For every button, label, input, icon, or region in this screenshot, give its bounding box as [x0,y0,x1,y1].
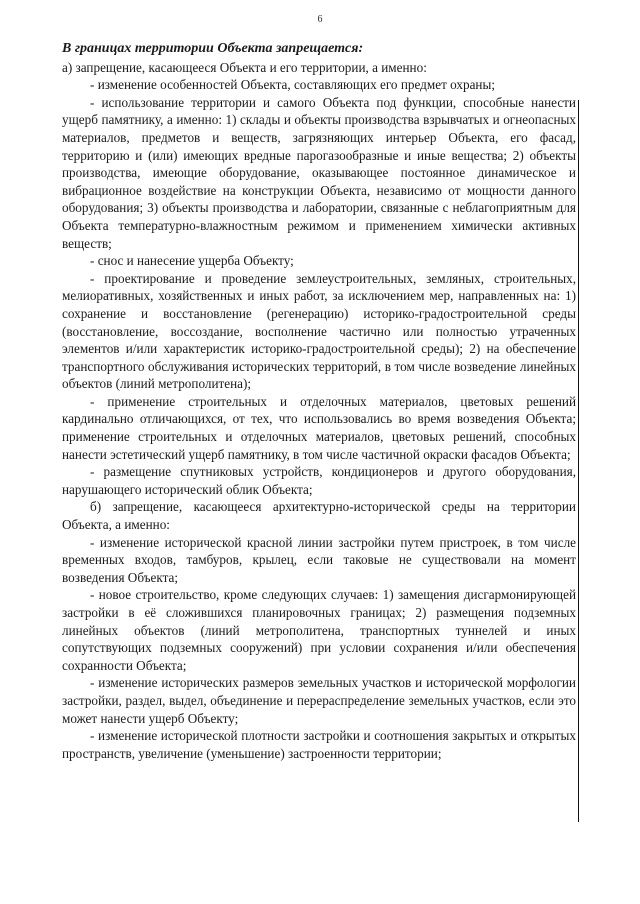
paragraph: а) запрещение, касающееся Объекта и его территории, а именно: [62,59,427,75]
page-number: 6 [317,14,323,25]
scan-edge-line [578,100,579,822]
paragraph: - применение строительных и отделочных материалов, цветовых решений кардинально отличающихся, от тех, что использовались во время возведения Объекта; применение строительных и отделочных материалов, цветовых решений, способных нанести эстетический ущерб памятнику, в том числе частичной окраски фасадов Объекта; [62,393,576,462]
paragraph: - проектирование и проведение землеустроительных, земляных, строительных, мелиоративных, хозяйственных и иных работ, за исключением мер, направленных на: 1) сохранение и восстановление (регенерацию) историко-градостроительной среды (восстановление, воссоздание, восполнение частично или полностью утраченных элементов и/или характеристик историко-градостроительной среды); 2) на обеспечение транспортного обслуживания исторических территорий, в том числе возведение линейных объектов (линий метрополитена); [62,270,576,392]
section-heading: В границах территории Объекта запрещается: [62,41,364,56]
paragraph: - размещение спутниковых устройств, кондиционеров и другого оборудования, нарушающего исторический облик Объекта; [62,464,576,497]
paragraph: - изменение особенностей Объекта, составляющих его предмет охраны; [90,77,496,93]
document-body [62,40,576,762]
paragraph: - изменение исторической плотности застройки и соотношения закрытых и открытых пространств, увеличение (уменьшение) застроенности территории; [62,728,576,761]
paragraph: - снос и нанесение ущерба Объекту; [90,253,294,269]
paragraph: - изменение исторических размеров земельных участков и исторической морфологии застройки, раздел, выдел, объединение и перераспределение земельных участков, если это может нанести ущерб Объекту; [62,675,576,726]
paragraph: - использование территории и самого Объекта под функции, способные нанести ущерб памятнику, а именно: 1) склады и объекты производства взрывчатых и огнеопасных материалов, предметов и веществ, загрязняющих интерьер Объекта, его фасад, территорию и (или) имеющих вредные парогазообразные и иные вещества; 2) объекты производства, имеющие оборудование, оказывающее постоянное динамическое и вибрационное воздействие на конструкции Объекта, независимо от мощности данного оборудования; 3) объекты производства и лаборатории, связанные с неблагоприятным для Объекта температурно-влажностным режимом и применением химически активных веществ; [62,94,576,251]
paragraph: - новое строительство, кроме следующих случаев: 1) замещения дисгармонирующей застройки в её сложившихся планировочных границах; 2) размещения подземных линейных объектов (линий метрополитена, транспортных туннелей и иных сопутствующих подземных сооружений) при условии сохранения и/или обеспечения сохранности Объекта; [62,587,576,673]
paragraph: - изменение исторической красной линии застройки путем пристроек, в том числе временных входов, тамбуров, крылец, если таковые не существовали на момент возведения Объекта; [62,534,576,585]
paragraph: б) запрещение, касающееся архитектурно-исторической среды на территории Объекта, а именно: [62,499,576,533]
